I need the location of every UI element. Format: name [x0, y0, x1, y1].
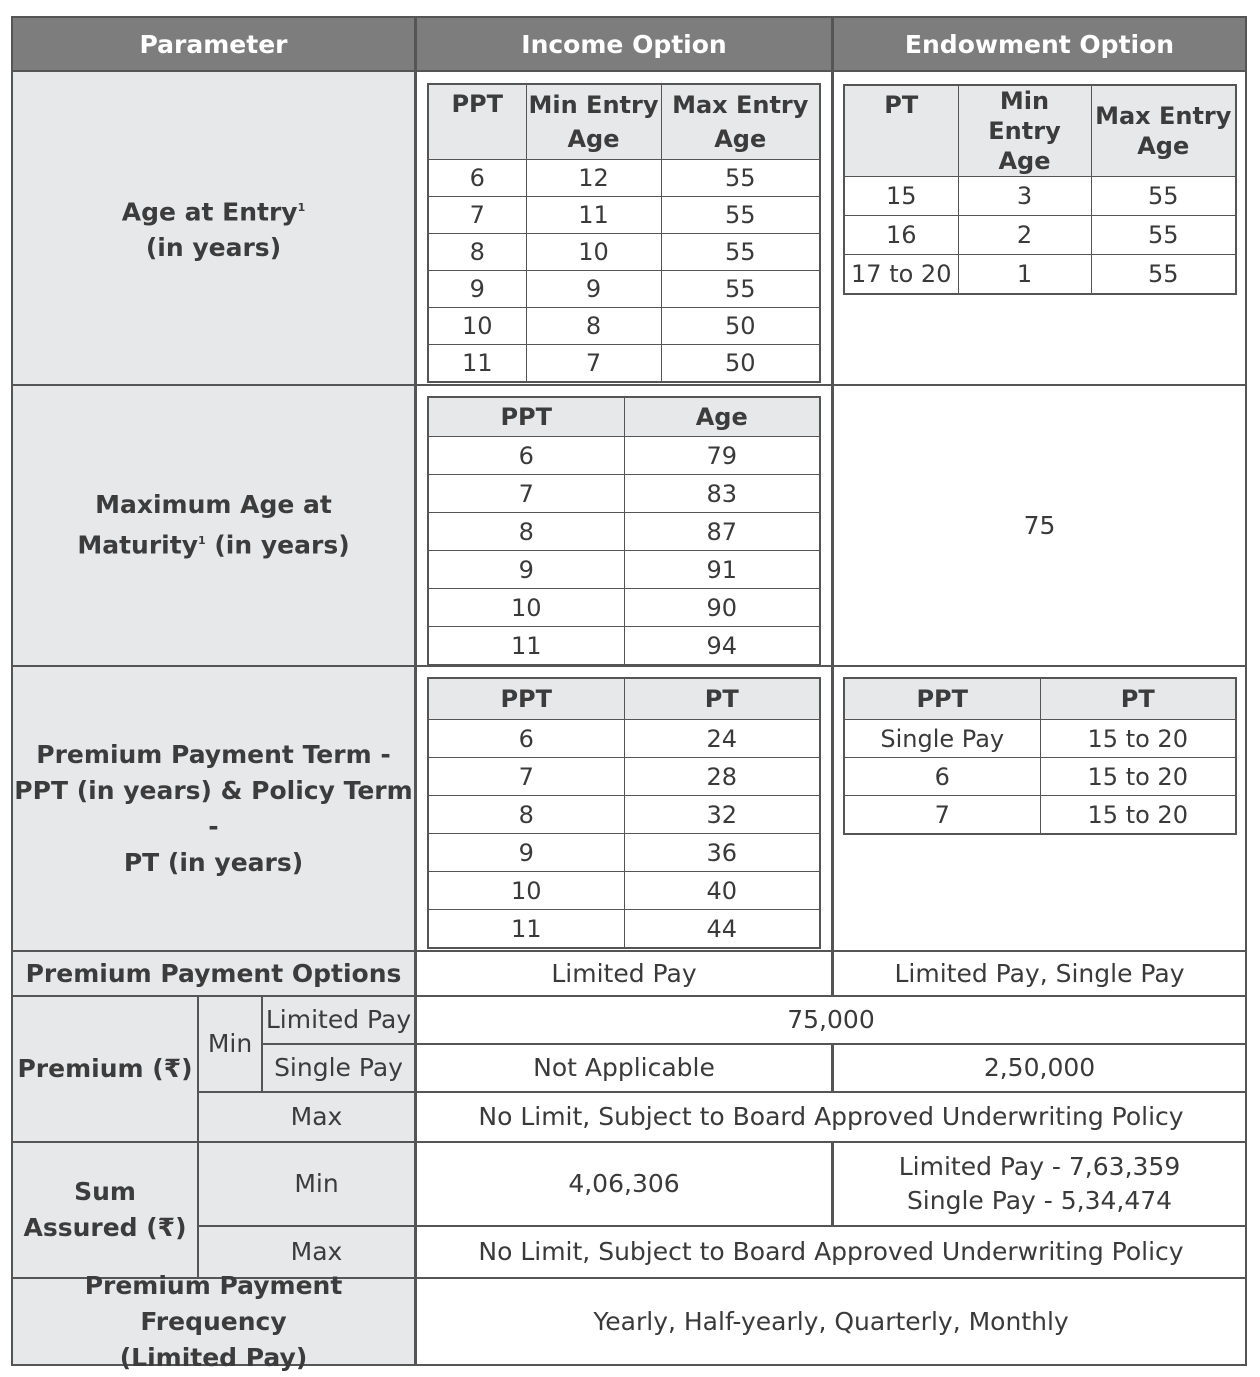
table-row: [844, 216, 1236, 255]
income-max-age-table: [427, 396, 821, 666]
table-cell: 9: [526, 271, 661, 308]
table-cell: 6: [428, 437, 624, 475]
table-cell: 7: [428, 475, 624, 513]
header-income-option: Income Option: [417, 18, 831, 70]
table-cell: 8: [526, 308, 661, 345]
sum-assured-min-label: Min: [199, 1143, 414, 1225]
premium-max-label: Max: [199, 1093, 414, 1141]
sum-assured-max-value: No Limit, Subject to Board Approved Underwriting Policy: [417, 1227, 1245, 1277]
sum-assured-max-label: Max: [199, 1227, 414, 1277]
table-cell: 3: [958, 177, 1091, 216]
table-cell: 7: [526, 345, 661, 383]
table-cell: 55: [661, 271, 820, 308]
premium-payment-options-endowment: Limited Pay, Single Pay: [834, 952, 1245, 995]
footnote-marker: 1: [198, 534, 206, 548]
table-cell: 50: [661, 345, 820, 383]
table-row: [428, 551, 820, 589]
table-cell: 8: [428, 796, 624, 834]
table-cell: 90: [624, 589, 820, 627]
table-cell: 12: [526, 160, 661, 197]
header-parameter: Parameter: [13, 18, 414, 70]
sum-assured-limited-pay: Limited Pay - 7,63,359: [898, 1152, 1181, 1181]
table-row: [844, 796, 1236, 835]
col-header-max-entry-age: Max Entry Age: [661, 84, 820, 160]
endowment-ppt-pt-table: [843, 677, 1237, 835]
maturity-unit: (in years): [205, 530, 350, 560]
premium-label: Premium (₹): [13, 997, 197, 1141]
table-cell: 10: [428, 872, 624, 910]
sum-assured-single-pay: Single Pay - 5,34,474: [906, 1186, 1173, 1215]
age-at-entry-unit: (in years): [145, 233, 282, 263]
table-row: [428, 160, 820, 197]
table-cell: 7: [428, 197, 526, 234]
col-header-pt: PT: [844, 85, 958, 177]
table-row: [428, 589, 820, 627]
table-row: [428, 910, 820, 949]
table-cell: 83: [624, 475, 820, 513]
ppt-label-line2: PPT (in years) & Policy Term -: [14, 775, 413, 841]
age-at-entry-text: Age at Entry: [121, 197, 298, 227]
age-at-entry-label: [13, 72, 414, 384]
table-cell: 40: [624, 872, 820, 910]
premium-single-pay-label: Single Pay: [263, 1045, 414, 1091]
table-row: [428, 308, 820, 345]
table-cell: 55: [1091, 177, 1236, 216]
table-row: [844, 758, 1236, 796]
frequency-value: Yearly, Half-yearly, Quarterly, Monthly: [417, 1279, 1245, 1364]
max-age-text: Maximum Age at: [95, 490, 332, 520]
table-cell: 36: [624, 834, 820, 872]
col-header-ppt: PPT: [844, 678, 1040, 720]
ppt-pt-label: [13, 667, 414, 950]
col-header-max-entry-age: Max Entry Age: [1091, 85, 1236, 177]
table-cell: 1: [958, 255, 1091, 295]
premium-payment-options-income: Limited Pay: [417, 952, 831, 995]
premium-max-value: No Limit, Subject to Board Approved Underwriting Policy: [417, 1093, 1245, 1141]
table-cell: 9: [428, 271, 526, 308]
table-cell: 15 to 20: [1040, 720, 1236, 758]
table-cell: 15 to 20: [1040, 796, 1236, 835]
premium-single-pay-endowment: 2,50,000: [834, 1045, 1245, 1091]
max-age-maturity-label: [13, 386, 414, 665]
col-header-ppt: PPT: [428, 678, 624, 720]
table-cell: 10: [526, 234, 661, 271]
table-cell: 44: [624, 910, 820, 949]
table-row: [428, 627, 820, 666]
table-cell: 94: [624, 627, 820, 666]
premium-min-label: Min: [199, 997, 261, 1091]
table-cell: 11: [428, 345, 526, 383]
col-header-ppt: PPT: [428, 84, 526, 160]
table-cell: 6: [428, 160, 526, 197]
table-cell: 8: [428, 234, 526, 271]
table-row: [428, 345, 820, 383]
table-row: [428, 437, 820, 475]
premium-limited-pay-value: 75,000: [417, 997, 1245, 1043]
table-cell: 2: [958, 216, 1091, 255]
header-endowment-option: Endowment Option: [834, 18, 1245, 70]
table-cell: 50: [661, 308, 820, 345]
table-cell: 8: [428, 513, 624, 551]
sum-assured-unit: Assured (₹): [23, 1213, 187, 1242]
table-cell: 6: [844, 758, 1040, 796]
col-header-ppt: PPT: [428, 397, 624, 437]
sum-assured-min-endowment: [834, 1143, 1245, 1225]
table-cell: 11: [526, 197, 661, 234]
col-header-pt: PT: [1040, 678, 1236, 720]
table-cell: 87: [624, 513, 820, 551]
sum-assured-text: Sum: [74, 1177, 136, 1206]
income-ppt-pt-table: [427, 677, 821, 949]
table-row: [428, 796, 820, 834]
sum-assured-label: [13, 1143, 197, 1277]
table-cell: 7: [428, 758, 624, 796]
table-row: [428, 197, 820, 234]
frequency-text: Premium Payment Frequency: [84, 1270, 343, 1336]
table-cell: 10: [428, 589, 624, 627]
table-row: [428, 834, 820, 872]
table-row: [844, 177, 1236, 216]
frequency-qualifier: (Limited Pay): [119, 1342, 308, 1372]
col-header-pt: PT: [624, 678, 820, 720]
ppt-label-line3: PT (in years): [123, 847, 304, 877]
table-cell: 11: [428, 910, 624, 949]
table-cell: 55: [1091, 216, 1236, 255]
footnote-marker: 1: [297, 200, 306, 214]
income-entry-age-table: [427, 83, 821, 383]
table-cell: 55: [661, 160, 820, 197]
table-cell: 11: [428, 627, 624, 666]
table-row: [844, 720, 1236, 758]
table-row: [428, 475, 820, 513]
table-cell: 32: [624, 796, 820, 834]
endowment-entry-age-table: [843, 84, 1237, 295]
table-cell: 28: [624, 758, 820, 796]
table-cell: 6: [428, 720, 624, 758]
table-cell: 15: [844, 177, 958, 216]
premium-single-pay-income: Not Applicable: [417, 1045, 831, 1091]
sum-assured-min-income: 4,06,306: [417, 1143, 831, 1225]
table-row: [428, 872, 820, 910]
col-header-min-entry-age: Min Entry Age: [526, 84, 661, 160]
col-header-age: Age: [624, 397, 820, 437]
table-cell: 17 to 20: [844, 255, 958, 295]
ppt-label-line1: Premium Payment Term -: [36, 739, 391, 769]
premium-payment-options-label: Premium Payment Options: [13, 952, 414, 995]
table-row: [428, 758, 820, 796]
table-cell: Single Pay: [844, 720, 1040, 758]
table-cell: 9: [428, 551, 624, 589]
col-header-min-entry-age: Min Entry Age: [958, 85, 1091, 177]
table-row: [428, 513, 820, 551]
table-cell: 10: [428, 308, 526, 345]
maturity-text: Maturity: [77, 530, 199, 560]
table-cell: 24: [624, 720, 820, 758]
table-cell: 55: [1091, 255, 1236, 295]
table-cell: 7: [844, 796, 1040, 835]
max-age-endowment-value: 75: [834, 386, 1245, 665]
table-cell: 16: [844, 216, 958, 255]
table-cell: 55: [661, 234, 820, 271]
premium-limited-pay-label: Limited Pay: [263, 997, 414, 1043]
table-cell: 15 to 20: [1040, 758, 1236, 796]
table-row: [428, 271, 820, 308]
table-cell: 55: [661, 197, 820, 234]
table-row: [428, 234, 820, 271]
table-cell: 91: [624, 551, 820, 589]
table-cell: 9: [428, 834, 624, 872]
table-row: [428, 720, 820, 758]
table-row: [844, 255, 1236, 295]
frequency-label: [13, 1270, 414, 1372]
table-cell: 79: [624, 437, 820, 475]
